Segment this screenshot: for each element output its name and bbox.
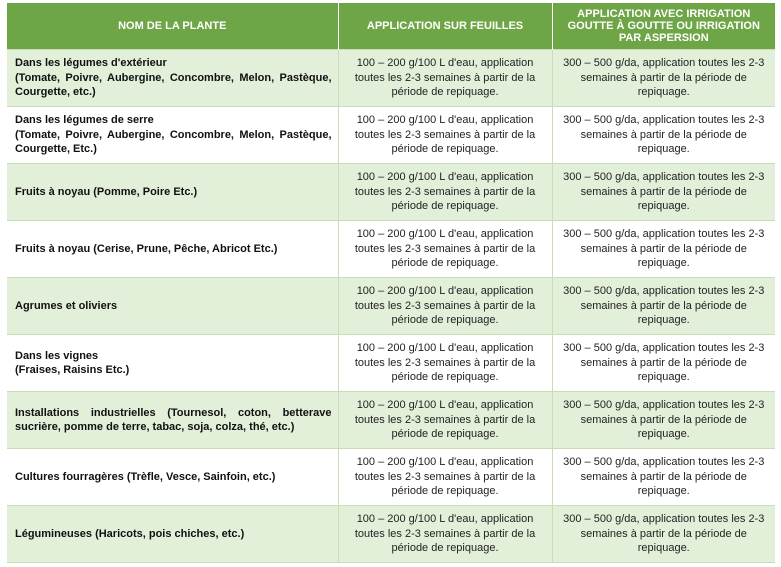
plant-name-cell: Fruits à noyau (Pomme, Poire Etc.) bbox=[7, 164, 338, 221]
header-plant-name: NOM DE LA PLANTE bbox=[7, 3, 338, 50]
table-row bbox=[7, 107, 775, 164]
plant-examples: (Fraises, Raisins Etc.) bbox=[15, 364, 130, 376]
table-row bbox=[7, 449, 775, 506]
foliar-dose-cell: 100 – 200 g/100 L d'eau, application toutes les 2-3 semaines à partir de la période de repiquage. bbox=[338, 449, 552, 506]
header-foliar-application: APPLICATION SUR FEUILLES bbox=[338, 3, 552, 50]
foliar-dose-cell: 100 – 200 g/100 L d'eau, application toutes les 2-3 semaines à partir de la période de repiquage. bbox=[338, 107, 552, 164]
plant-name-cell bbox=[7, 335, 338, 392]
plant-name: Dans les vignes bbox=[15, 349, 99, 362]
table-row bbox=[7, 506, 775, 563]
plant-name: Dans les légumes de serre bbox=[15, 114, 154, 127]
plant-name-cell: Installations industrielles (Tournesol, coton, betterave sucrière, pomme de terre, tabac, soja, colza, thé, etc.) bbox=[7, 392, 338, 449]
foliar-dose-cell: 100 – 200 g/100 L d'eau, application toutes les 2-3 semaines à partir de la période de repiquage. bbox=[338, 392, 552, 449]
foliar-dose-cell: 100 – 200 g/100 L d'eau, application toutes les 2-3 semaines à partir de la période de repiquage. bbox=[338, 278, 552, 335]
plant-name-cell bbox=[7, 50, 338, 107]
plant-name-cell: Fruits à noyau (Cerise, Prune, Pêche, Abricot Etc.) bbox=[7, 221, 338, 278]
plant-examples: (Tomate, Poivre, Aubergine, Concombre, Melon, Pastèque, Courgette, Etc.) bbox=[15, 128, 332, 156]
table-row bbox=[7, 221, 775, 278]
plant-name-cell: Légumineuses (Haricots, pois chiches, etc.) bbox=[7, 506, 338, 563]
foliar-dose-cell: 100 – 200 g/100 L d'eau, application toutes les 2-3 semaines à partir de la période de repiquage. bbox=[338, 506, 552, 563]
irrigation-dose-cell: 300 – 500 g/da, application toutes les 2-3 semaines à partir de la période de repiquage. bbox=[552, 392, 775, 449]
plant-name-cell: Cultures fourragères (Trèfle, Vesce, Sainfoin, etc.) bbox=[7, 449, 338, 506]
foliar-dose-cell: 100 – 200 g/100 L d'eau, application toutes les 2-3 semaines à partir de la période de repiquage. bbox=[338, 50, 552, 107]
table-row bbox=[7, 335, 775, 392]
table-header-row bbox=[7, 3, 775, 50]
irrigation-dose-cell: 300 – 500 g/da, application toutes les 2-3 semaines à partir de la période de repiquage. bbox=[552, 506, 775, 563]
irrigation-dose-cell: 300 – 500 g/da, application toutes les 2-3 semaines à partir de la période de repiquage. bbox=[552, 278, 775, 335]
plant-name-cell bbox=[7, 107, 338, 164]
irrigation-dose-cell: 300 – 500 g/da, application toutes les 2-3 semaines à partir de la période de repiquage. bbox=[552, 449, 775, 506]
foliar-dose-cell: 100 – 200 g/100 L d'eau, application toutes les 2-3 semaines à partir de la période de repiquage. bbox=[338, 335, 552, 392]
plant-examples: (Tomate, Poivre, Aubergine, Concombre, Melon, Pastèque, Courgette, etc.) bbox=[15, 71, 332, 99]
header-irrigation-application: APPLICATION AVEC IRRIGATION GOUTTE À GOUTTE OU IRRIGATION PAR ASPERSION bbox=[552, 3, 775, 50]
irrigation-dose-cell: 300 – 500 g/da, application toutes les 2-3 semaines à partir de la période de repiquage. bbox=[552, 335, 775, 392]
irrigation-dose-cell: 300 – 500 g/da, application toutes les 2-3 semaines à partir de la période de repiquage. bbox=[552, 107, 775, 164]
table-row bbox=[7, 164, 775, 221]
application-table bbox=[7, 3, 775, 563]
foliar-dose-cell: 100 – 200 g/100 L d'eau, application toutes les 2-3 semaines à partir de la période de repiquage. bbox=[338, 221, 552, 278]
irrigation-dose-cell: 300 – 500 g/da, application toutes les 2-3 semaines à partir de la période de repiquage. bbox=[552, 50, 775, 107]
plant-name-cell: Agrumes et oliviers bbox=[7, 278, 338, 335]
foliar-dose-cell: 100 – 200 g/100 L d'eau, application toutes les 2-3 semaines à partir de la période de repiquage. bbox=[338, 164, 552, 221]
irrigation-dose-cell: 300 – 500 g/da, application toutes les 2-3 semaines à partir de la période de repiquage. bbox=[552, 164, 775, 221]
plant-name: Dans les légumes d'extérieur bbox=[15, 57, 167, 70]
table-row bbox=[7, 50, 775, 107]
table-row bbox=[7, 278, 775, 335]
irrigation-dose-cell: 300 – 500 g/da, application toutes les 2-3 semaines à partir de la période de repiquage. bbox=[552, 221, 775, 278]
table-row bbox=[7, 392, 775, 449]
